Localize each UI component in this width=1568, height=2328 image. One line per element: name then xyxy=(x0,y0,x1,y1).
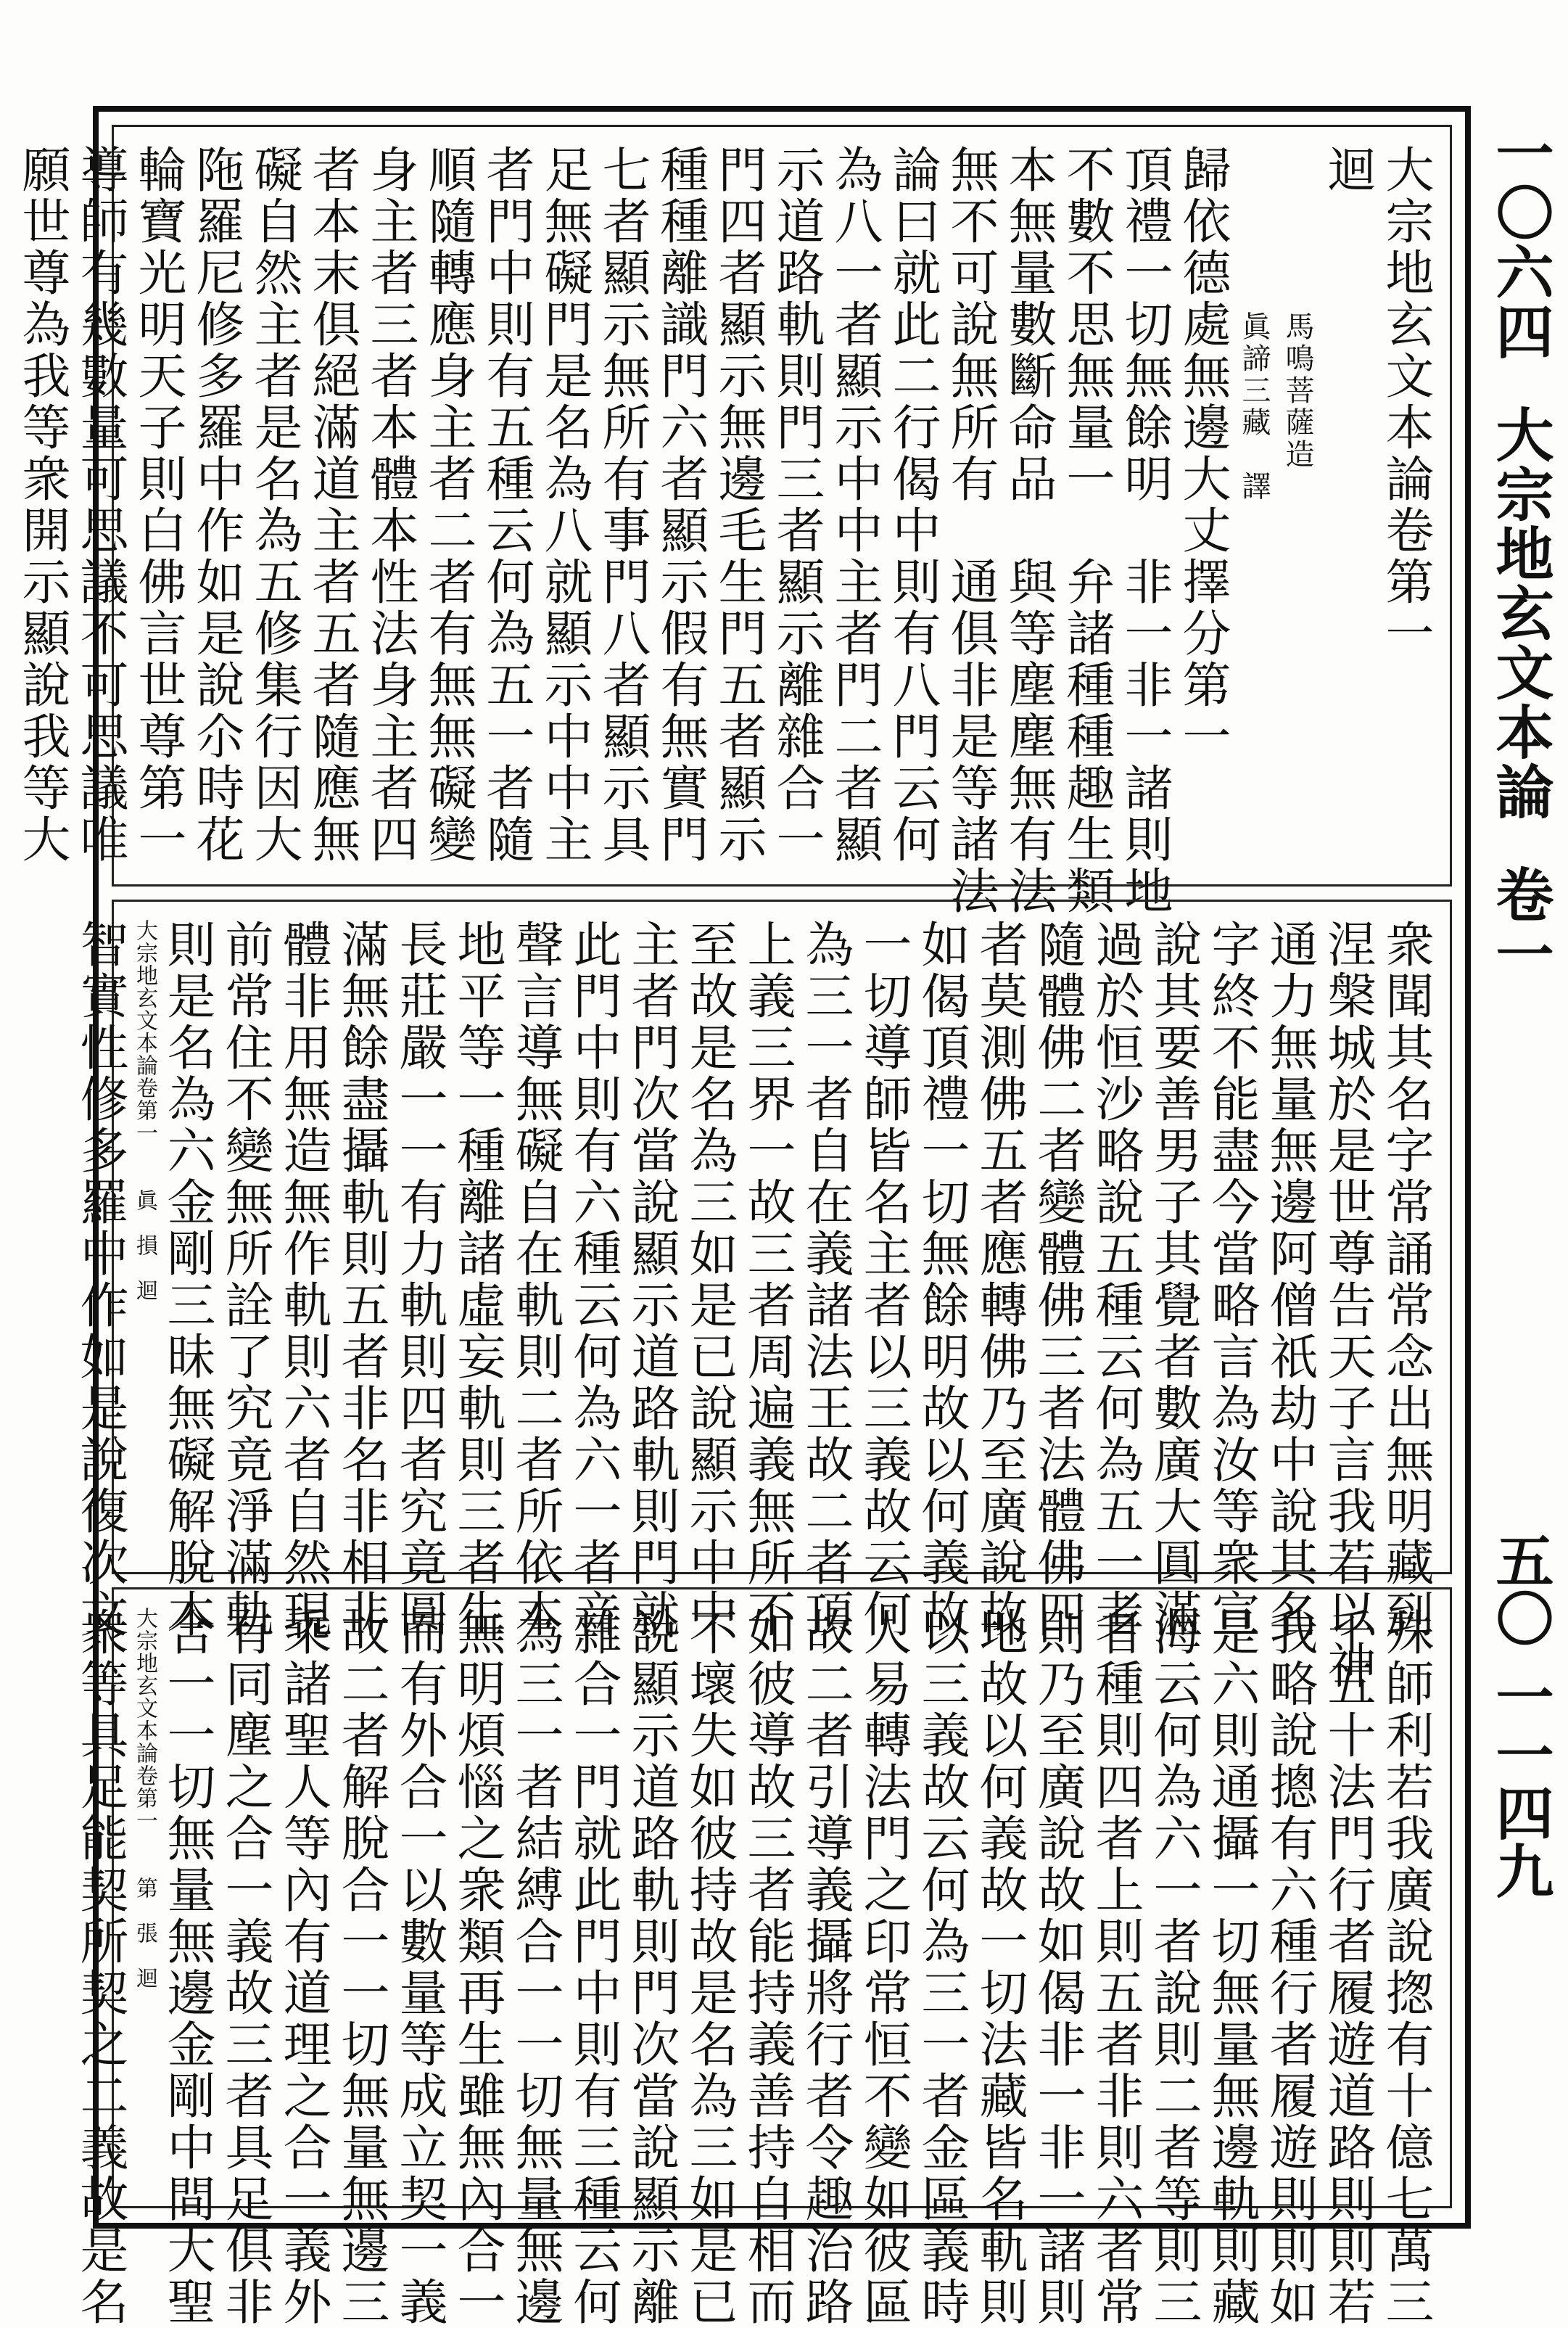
text-column: 輪寶光明天子則白佛言世尊第一 xyxy=(131,144,187,865)
text-column: 說顯示道路軌則門次當說顯示離 xyxy=(624,1607,680,2328)
text-column: 為八一者顯示中中主者門二者顯 xyxy=(827,144,883,865)
text-column: 順隨轉應身主者二者有無無礙變 xyxy=(421,144,477,865)
text-column: 足無礙門是名為八就顯示中中主 xyxy=(537,144,593,865)
panel-3 xyxy=(73,1587,1452,2328)
text-column: 殊師利若我廣說揔有十億七萬三 xyxy=(1378,1607,1435,2328)
text-column: 者本末俱絕滿道主者五者隨應無 xyxy=(305,144,361,865)
margin-page-number: 一〇六四 xyxy=(1486,123,1554,361)
author-line: 馬鳴菩薩造 xyxy=(1281,311,1314,471)
text-column: 海云何為六一者說則二者等則三 xyxy=(1146,1607,1202,2328)
text-column: 者莫測佛五者應轉佛乃至廣說故 xyxy=(972,919,1028,1640)
scroll-title-column xyxy=(1319,144,1435,871)
text-column: 有同塵之合一義故三者具足俱非 xyxy=(218,1607,274,2328)
text-column: 地故以何義故一切法藏皆名軌則 xyxy=(972,1607,1028,2328)
text-column: 一切導師皆名主者以三義故云何 xyxy=(856,919,912,1640)
text-column: 如偈頂禮一切無餘明故以何義故 xyxy=(914,919,970,1640)
text-column: 無明煩惱之衆類再生雖無內合一 xyxy=(450,1607,506,2328)
text-column: 論曰就此二行偈中則有八門云何 xyxy=(885,144,941,865)
text-column: 人易轉法門之印常恒不變如彼區 xyxy=(856,1607,912,2328)
text-column: 門四者顯示無邊毛生門五者顯示 xyxy=(711,144,767,865)
panel-1 xyxy=(15,125,1452,917)
text-column: 地平等一種離諸虛妄軌則三者生 xyxy=(450,919,506,1640)
text-column: 千五十法門行者履遊道路則則若 xyxy=(1320,1607,1377,2328)
panel-2 xyxy=(73,900,1452,1692)
text-column: 前常住不變無所詮了究竟淨滿軌 xyxy=(218,919,274,1640)
text-column: 乘諸聖人等內有道理之合一義外 xyxy=(276,1607,332,2328)
text-column: 是六則通攝一切無量無邊軌則藏 xyxy=(1204,1607,1260,2328)
text-column: 合一一切無量無邊金剛中間大聖 xyxy=(160,1607,216,2328)
text-column: 以三義故云何為三一者金區義時 xyxy=(914,1607,970,2328)
text-column: 陁羅尼修多羅中作如是說尒時花 xyxy=(189,144,245,865)
text-column: 歸依德處無邊大丈擇分第一 xyxy=(1175,144,1231,762)
text-column: 涅槃城於是世尊告天子言我若以神 xyxy=(1320,919,1377,1692)
text-column: 我略說摠有六種行者履遊則則如 xyxy=(1262,1607,1319,2328)
text-column: 字終不能盡今當略言為汝等衆宣 xyxy=(1204,919,1260,1640)
text-column: 長莊嚴一一有力軌則四者究竟圓 xyxy=(392,919,448,1640)
text-column: 種種離識門六者顯示假有無實門 xyxy=(653,144,709,865)
text-column: 體非用無造無作軌則六者自然現 xyxy=(276,919,332,1640)
text-column: 示道路軌則門三者顯示離雜合一 xyxy=(769,144,825,865)
text-column: 身主者三者本體本性法身主者四 xyxy=(363,144,419,865)
text-column: 不壞失如彼持故是名為三如是已 xyxy=(682,1607,738,2328)
text-column: 雜合一門就此門中則有三種云何 xyxy=(566,1607,622,2328)
text-column: 為三一者結縛合一一切無量無邊 xyxy=(508,1607,564,2328)
text-column: 為三一者自在義諸法王故二者頂 xyxy=(798,919,854,1640)
text-column: 上義三界一故三者周遍義無所不 xyxy=(740,919,796,1640)
text-column: 導師有幾數量可思議不可思議唯 xyxy=(73,144,129,865)
text-column: 者門中則有五種云何為五一者隨 xyxy=(479,144,535,865)
text-column: 七者顯示無所有事門八者顯示具 xyxy=(595,144,651,865)
margin-collection-page: 五〇 一一四九 xyxy=(1486,1531,1554,1899)
text-column: 此門中則有六種云何為六一者音 xyxy=(566,919,622,1640)
text-column: 礙自然主者是名為五修集行因大 xyxy=(247,144,303,865)
text-column: 無不可說無所有 通俱非是等諸法 xyxy=(943,144,999,917)
margin-book-title: 大宗地玄文本論 xyxy=(1486,405,1554,821)
marginal-note: 大宗地玄文本論卷第一 眞 損 迴 xyxy=(132,919,157,1301)
page-frame xyxy=(15,106,1471,2328)
text-column: 智實性修多羅中作如是說復次文 xyxy=(73,919,129,1640)
scroll-title: 大宗地玄文本論卷第一 xyxy=(1378,144,1435,659)
text-column: 衆等具足能契所契之二義故是名 xyxy=(73,1607,129,2328)
title-mark: 迴 xyxy=(1320,144,1377,196)
text-column: 而有外合一以數量等成立契一義 xyxy=(392,1607,448,2328)
attribution-column xyxy=(1232,144,1319,871)
translator-line: 眞諦三藏 譯 xyxy=(1237,311,1271,503)
text-column: 聲言導無礙自在軌則二者所依本 xyxy=(508,919,564,1640)
margin-volume: 卷一 xyxy=(1486,865,1554,984)
text-column: 滿無餘盡攝軌則五者非名非相非 xyxy=(334,919,390,1640)
text-column: 通力無量無邊阿僧祇劫中說其名 xyxy=(1262,919,1319,1640)
text-column: 則乃至廣說故如偈非一非一諸則 xyxy=(1030,1607,1086,2328)
marginal-note: 大宗地玄文本論卷第一 第 張 迴 xyxy=(132,1607,157,1989)
text-column: 不數不思無量一 弁諸種種趣生類 xyxy=(1059,144,1115,917)
text-column: 說其要善男子其覺者數廣大圓滿 xyxy=(1146,919,1202,1640)
text-column: 故二者引導義攝將行者令趣治路 xyxy=(798,1607,854,2328)
text-column: 者種則四者上則五者非則六者常 xyxy=(1088,1607,1144,2328)
text-column: 如彼導故三者能持義善持自相而 xyxy=(740,1607,796,2328)
text-column: 頂禮一切無餘明 非一非一諸則地 xyxy=(1117,144,1173,917)
text-column: 願世尊為我等衆開示顯說我等大 xyxy=(15,144,71,865)
text-column: 則是名為六金剛三昧無礙解脫本 xyxy=(160,919,216,1640)
text-column: 衆聞其名字常誦常念出無明藏到 xyxy=(1378,919,1435,1640)
text-column: 至故是名為三如是已說顯示中中 xyxy=(682,919,738,1640)
text-column: 故二者解脫合一一切無量無邊三 xyxy=(334,1607,390,2328)
text-column: 本無量數斷命品 與等塵塵無有法 xyxy=(1001,144,1057,917)
text-column: 過於恒沙略說五種云何為五一者 xyxy=(1088,919,1144,1640)
text-column: 隨體佛二者變體佛三者法體佛四 xyxy=(1030,919,1086,1640)
text-column: 主者門次當說顯示道路軌則門就 xyxy=(624,919,680,1640)
